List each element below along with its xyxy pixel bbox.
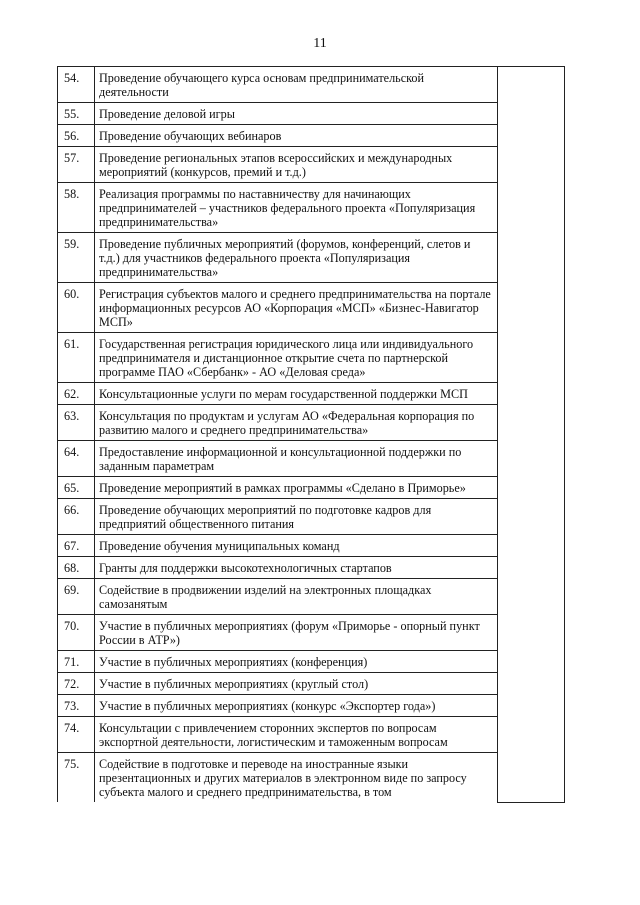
table-row [58, 477, 565, 499]
measure-description: Проведение мероприятий в рамках программы «Сделано в Приморье» [95, 477, 498, 499]
measure-description: Проведение деловой игры [95, 103, 498, 125]
measure-description: Содействие в продвижении изделий на электронных площадках самозанятым [95, 579, 498, 615]
table-row [58, 333, 565, 383]
row-number: 75. [58, 753, 95, 803]
measure-description: Содействие в подготовке и переводе на иностранные языки презентационных и других материалов в электронном виде по запросу субъекта малого и среднего предпринимательства, в том [95, 753, 498, 803]
row-number: 63. [58, 405, 95, 441]
row-number: 74. [58, 717, 95, 753]
measure-description: Проведение региональных этапов всероссийских и международных мероприятий (конкурсов, премий и т.д.) [95, 147, 498, 183]
row-number: 70. [58, 615, 95, 651]
table-row [58, 673, 565, 695]
measure-description: Проведение обучающих вебинаров [95, 125, 498, 147]
row-number: 68. [58, 557, 95, 579]
measure-description: Консультация по продуктам и услугам АО «Федеральная корпорация по развитию малого и среднего предпринимательства» [95, 405, 498, 441]
table-row [58, 557, 565, 579]
table-row [58, 441, 565, 477]
table-row [58, 103, 565, 125]
table-row [58, 147, 565, 183]
measure-description: Реализация программы по наставничеству для начинающих предпринимателей – участников федерального проекта «Популяризация предпринимательства» [95, 183, 498, 233]
table-row [58, 695, 565, 717]
table-row [58, 67, 565, 103]
table-row [58, 579, 565, 615]
measure-description: Предоставление информационной и консультационной поддержки по заданным параметрам [95, 441, 498, 477]
measure-description: Проведение обучения муниципальных команд [95, 535, 498, 557]
table-row [58, 615, 565, 651]
table-row [58, 183, 565, 233]
measure-description: Гранты для поддержки высокотехнологичных стартапов [95, 557, 498, 579]
row-number: 56. [58, 125, 95, 147]
measure-description: Участие в публичных мероприятиях (конференция) [95, 651, 498, 673]
row-number: 60. [58, 283, 95, 333]
measure-description: Проведение публичных мероприятий (форумов, конференций, слетов и т.д.) для участников федерального проекта «Популяризация предпринимательства» [95, 233, 498, 283]
measure-description: Проведение обучающих мероприятий по подготовке кадров для предприятий общественного питания [95, 499, 498, 535]
row-number: 66. [58, 499, 95, 535]
measures-table [57, 66, 565, 803]
table-row [58, 499, 565, 535]
page-number: 11 [313, 36, 327, 51]
empty-column-cell [498, 67, 565, 803]
row-number: 64. [58, 441, 95, 477]
row-number: 67. [58, 535, 95, 557]
row-number: 71. [58, 651, 95, 673]
measures-table-body [58, 67, 565, 803]
row-number: 62. [58, 383, 95, 405]
table-row [58, 383, 565, 405]
row-number: 58. [58, 183, 95, 233]
row-number: 57. [58, 147, 95, 183]
table-row [58, 405, 565, 441]
table-row [58, 717, 565, 753]
row-number: 55. [58, 103, 95, 125]
row-number: 59. [58, 233, 95, 283]
table-row [58, 753, 565, 803]
measure-description: Участие в публичных мероприятиях (конкурс «Экспортер года») [95, 695, 498, 717]
row-number: 69. [58, 579, 95, 615]
row-number: 65. [58, 477, 95, 499]
row-number: 73. [58, 695, 95, 717]
table-row [58, 233, 565, 283]
row-number: 72. [58, 673, 95, 695]
measure-description: Консультации с привлечением сторонних экспертов по вопросам экспортной деятельности, логистическим и таможенным вопросам [95, 717, 498, 753]
table-row [58, 283, 565, 333]
table-row [58, 125, 565, 147]
measure-description: Государственная регистрация юридического лица или индивидуального предпринимателя и дистанционное открытие счета по партнерской программе ПАО «Сбербанк» - АО «Деловая среда» [95, 333, 498, 383]
measure-description: Проведение обучающего курса основам предпринимательской деятельности [95, 67, 498, 103]
measure-description: Регистрация субъектов малого и среднего предпринимательства на портале информационных ресурсов АО «Корпорация «МСП» «Бизнес-Навигатор МСП» [95, 283, 498, 333]
row-number: 61. [58, 333, 95, 383]
table-row [58, 535, 565, 557]
row-number: 54. [58, 67, 95, 103]
measure-description: Консультационные услуги по мерам государственной поддержки МСП [95, 383, 498, 405]
measure-description: Участие в публичных мероприятиях (круглый стол) [95, 673, 498, 695]
measure-description: Участие в публичных мероприятиях (форум «Приморье - опорный пункт России в АТР») [95, 615, 498, 651]
table-row [58, 651, 565, 673]
